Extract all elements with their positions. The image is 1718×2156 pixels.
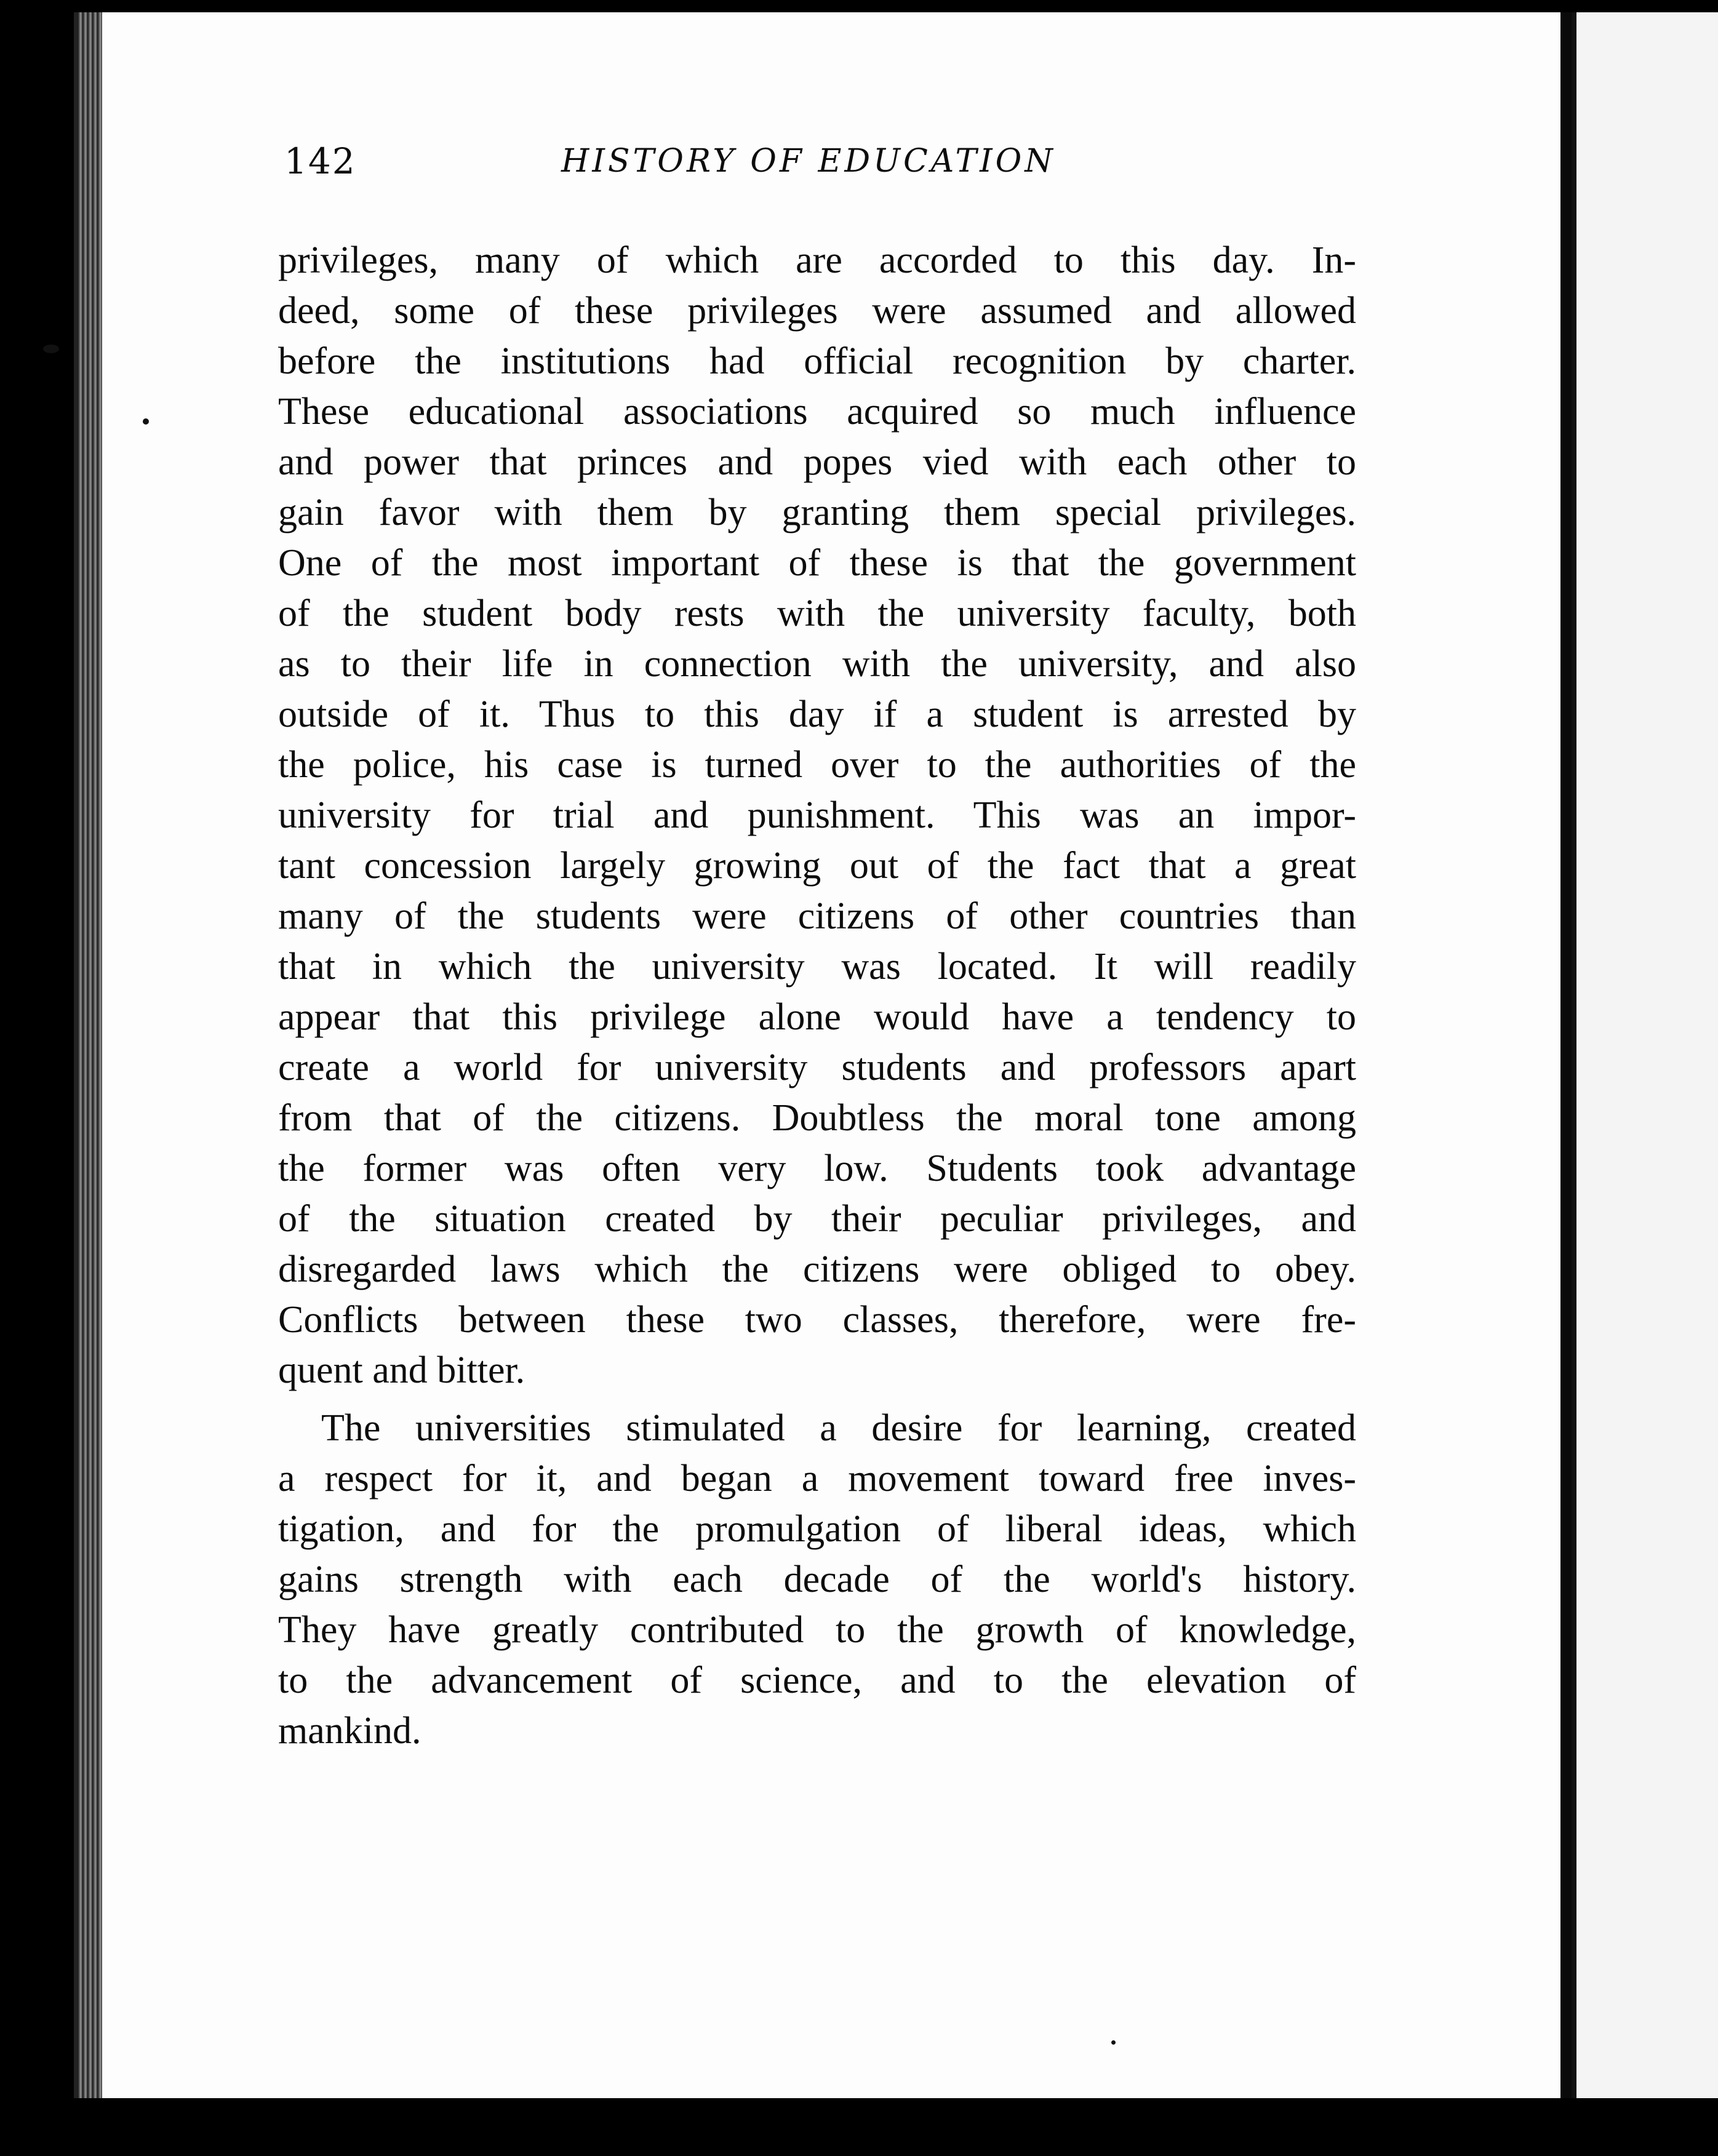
- text-line: tant concession largely growing out of the fact that a great: [278, 845, 1356, 887]
- text-line: many of the students were citizens of other countries than: [278, 895, 1356, 937]
- text-line: privileges, many of which are accorded to this day. In-: [278, 239, 1356, 281]
- paragraph: [278, 235, 1356, 1395]
- text-line: before the institutions had official recognition by charter.: [278, 340, 1356, 382]
- page-header: [284, 140, 1361, 190]
- text-line: quent and bitter.: [278, 1349, 525, 1391]
- book-gutter: [1560, 12, 1572, 2098]
- text-line: gains strength with each decade of the world's history.: [278, 1559, 1356, 1600]
- text-line: university for trial and punishment. This was an impor-: [278, 794, 1356, 836]
- text-line: disregarded laws which the citizens were obliged to obey.: [278, 1248, 1356, 1290]
- paragraph-gap: [278, 1395, 1356, 1403]
- text-line: a respect for it, and began a movement toward free inves-: [278, 1458, 1356, 1499]
- scan-speck: [143, 418, 149, 425]
- text-line: These educational associations acquired so much influence: [278, 391, 1356, 433]
- text-line: gain favor with them by granting them special privileges.: [278, 492, 1356, 533]
- adjacent-page-edge: [1572, 12, 1718, 2098]
- text-line: Conflicts between these two classes, therefore, were fre-: [278, 1299, 1356, 1341]
- text-line: One of the most important of these is that the government: [278, 542, 1356, 584]
- text-line: that in which the university was located. It will readily: [278, 946, 1356, 988]
- text-line: as to their life in connection with the university, and also: [278, 643, 1356, 685]
- text-line: deed, some of these privileges were assumed and allowed: [278, 290, 1356, 332]
- text-line: of the situation created by their peculiar privileges, and: [278, 1198, 1356, 1240]
- text-line: and power that princes and popes vied with each other to: [278, 441, 1356, 483]
- scan-speck: [43, 345, 59, 353]
- text-line: tigation, and for the promulgation of liberal ideas, which: [278, 1508, 1356, 1550]
- body-text: [278, 235, 1356, 1756]
- text-line: from that of the citizens. Doubtless the moral tone among: [278, 1097, 1356, 1139]
- text-line: the police, his case is turned over to the authorities of the: [278, 744, 1356, 786]
- running-head: HISTORY OF EDUCATION: [561, 143, 1056, 180]
- text-line: The universities stimulated a desire for learning, created: [321, 1407, 1356, 1449]
- text-line: of the student body rests with the university faculty, both: [278, 593, 1356, 634]
- text-line: They have greatly contributed to the growth of knowledge,: [278, 1609, 1356, 1651]
- text-line: appear that this privilege alone would have a tendency to: [278, 996, 1356, 1038]
- page-number: 142: [284, 140, 356, 182]
- page-edge-shadow: [78, 12, 102, 2098]
- text-line: to the advancement of science, and to the elevation of: [278, 1659, 1356, 1701]
- paragraph: [278, 1403, 1356, 1756]
- scan-speck: [1111, 2040, 1116, 2045]
- text-line: mankind.: [278, 1710, 422, 1752]
- text-line: create a world for university students and professors apart: [278, 1047, 1356, 1088]
- text-line: outside of it. Thus to this day if a student is arrested by: [278, 693, 1356, 735]
- text-line: the former was often very low. Students took advantage: [278, 1148, 1356, 1189]
